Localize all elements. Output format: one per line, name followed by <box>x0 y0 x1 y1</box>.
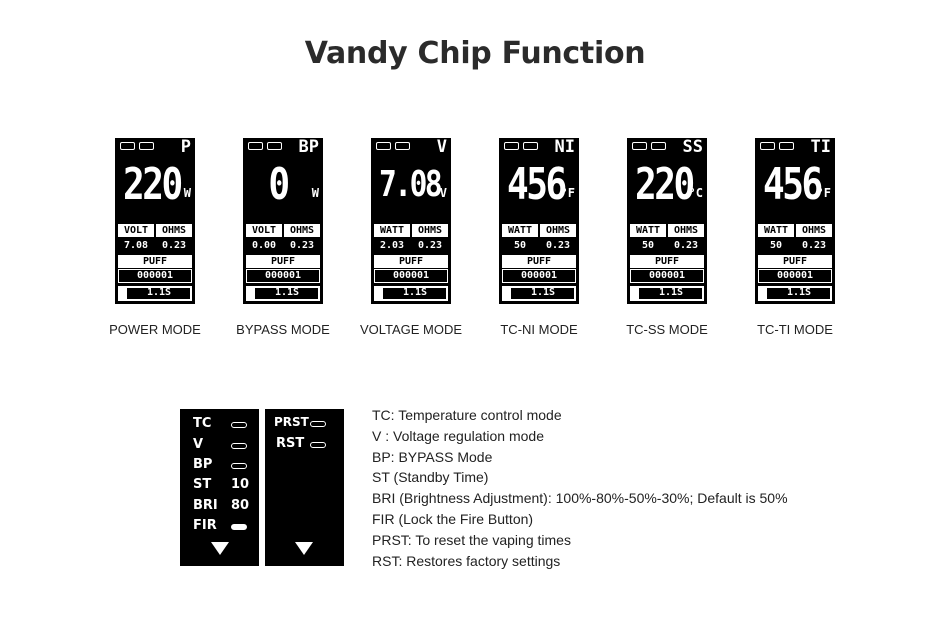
battery-icon <box>504 142 519 150</box>
secondary-value: 7.08 <box>123 240 149 251</box>
standby-time-value: 10 <box>231 477 250 492</box>
puff-count: 000001 <box>118 269 192 283</box>
secondary-value: 0.00 <box>251 240 277 251</box>
battery-icon <box>267 142 282 150</box>
unit-label: °C <box>688 186 703 200</box>
ohms-label: OHMS <box>412 224 448 237</box>
menu-item-v[interactable]: V <box>193 437 204 452</box>
toggle-icon[interactable] <box>231 524 247 530</box>
secondary-value: 50 <box>769 240 783 251</box>
ohms-value: 0.23 <box>161 240 187 251</box>
puff-time-bar <box>118 286 192 301</box>
puff-label: PUFF <box>758 255 832 268</box>
battery-icon <box>651 142 666 150</box>
toggle-icon[interactable] <box>231 443 247 449</box>
legend <box>372 405 788 571</box>
settings-menu <box>180 409 259 566</box>
battery-icon <box>395 142 410 150</box>
main-value: 220 <box>634 159 693 210</box>
mode-caption: VOLTAGE MODE <box>359 322 463 337</box>
ohms-value: 0.23 <box>801 240 827 251</box>
unit-label: W <box>311 186 319 200</box>
mode-caption: TC-SS MODE <box>626 322 708 337</box>
unit-label: V <box>439 186 447 200</box>
battery-icon <box>139 142 154 150</box>
ohms-label: OHMS <box>668 224 704 237</box>
toggle-icon[interactable] <box>231 422 247 428</box>
secondary-label: VOLT <box>246 224 282 237</box>
mode-indicator: TI <box>810 137 831 157</box>
ohms-value: 0.23 <box>289 240 315 251</box>
battery-icon <box>760 142 775 150</box>
mode-indicator: BP <box>298 137 319 157</box>
mode-caption: TC-NI MODE <box>500 322 578 337</box>
ohms-value: 0.23 <box>673 240 699 251</box>
mode-caption: POWER MODE <box>109 322 201 337</box>
bypass-mode-screen <box>243 138 323 304</box>
main-value: 456 <box>506 159 565 210</box>
main-value: 7.08 <box>378 164 441 205</box>
puff-time-bar <box>630 286 704 301</box>
menu-item-st[interactable]: ST <box>193 477 212 492</box>
menu-item-tc[interactable]: TC <box>193 416 212 431</box>
power-mode-screen <box>115 138 195 304</box>
main-value: 0 <box>268 159 288 210</box>
secondary-value: 50 <box>641 240 655 251</box>
voltage-mode-screen <box>371 138 451 304</box>
mode-indicator: V <box>436 137 447 157</box>
toggle-icon[interactable] <box>231 463 247 469</box>
secondary-label: VOLT <box>118 224 154 237</box>
legend-item: BP: BYPASS Mode <box>372 448 493 465</box>
menu-item-rst[interactable]: RST <box>276 436 305 451</box>
puff-time: 1.1S <box>274 287 300 298</box>
menu-item-bp[interactable]: BP <box>193 457 213 472</box>
puff-time-bar <box>758 286 832 301</box>
menu-item-fir[interactable]: FIR <box>193 518 217 533</box>
puff-count: 000001 <box>502 269 576 283</box>
battery-icon <box>248 142 263 150</box>
secondary-value: 50 <box>513 240 527 251</box>
mode-indicator: NI <box>554 137 575 157</box>
toggle-icon[interactable] <box>310 442 326 448</box>
puff-count: 000001 <box>758 269 832 283</box>
puff-count: 000001 <box>374 269 448 283</box>
ohms-label: OHMS <box>284 224 320 237</box>
secondary-value: 2.03 <box>379 240 405 251</box>
battery-icon <box>779 142 794 150</box>
puff-label: PUFF <box>502 255 576 268</box>
down-arrow-icon[interactable] <box>295 542 313 555</box>
menu-item-bri[interactable]: BRI <box>193 498 218 513</box>
secondary-label: WATT <box>758 224 794 237</box>
legend-item: FIR (Lock the Fire Button) <box>372 510 534 527</box>
unit-label: °F <box>816 186 831 200</box>
legend-item: RST: Restores factory settings <box>372 552 561 569</box>
secondary-label: WATT <box>374 224 410 237</box>
legend-item: ST (Standby Time) <box>372 469 489 486</box>
mode-indicator: SS <box>682 137 703 157</box>
battery-icon <box>120 142 135 150</box>
tc-ss-mode-screen <box>627 138 707 304</box>
mode-indicator: P <box>180 137 191 157</box>
puff-label: PUFF <box>374 255 448 268</box>
puff-time: 1.1S <box>530 287 556 298</box>
reset-menu <box>265 409 344 566</box>
puff-time-bar <box>246 286 320 301</box>
legend-item: V : Voltage regulation mode <box>372 427 545 444</box>
ohms-value: 0.23 <box>417 240 443 251</box>
puff-time: 1.1S <box>658 287 684 298</box>
puff-count: 000001 <box>630 269 704 283</box>
tc-ni-mode-screen <box>499 138 579 304</box>
mode-caption: BYPASS MODE <box>236 322 330 337</box>
ohms-label: OHMS <box>796 224 832 237</box>
puff-time-bar <box>502 286 576 301</box>
puff-time: 1.1S <box>402 287 428 298</box>
legend-item: BRI (Brightness Adjustment): 100%-80%-50%-30%; Default is 50% <box>372 490 788 507</box>
legend-item: PRST: To reset the vaping times <box>372 531 571 548</box>
puff-label: PUFF <box>246 255 320 268</box>
secondary-label: WATT <box>502 224 538 237</box>
menu-item-prst[interactable]: PRST <box>274 415 309 429</box>
mode-caption: TC-TI MODE <box>757 322 833 337</box>
puff-time-bar <box>374 286 448 301</box>
battery-icon <box>632 142 647 150</box>
down-arrow-icon[interactable] <box>211 542 229 555</box>
battery-icon <box>376 142 391 150</box>
unit-label: W <box>183 186 191 200</box>
puff-time: 1.1S <box>786 287 812 298</box>
main-value: 220 <box>122 159 181 210</box>
brightness-value: 80 <box>231 498 250 513</box>
legend-item: TC: Temperature control mode <box>372 407 562 423</box>
puff-label: PUFF <box>630 255 704 268</box>
ohms-label: OHMS <box>156 224 192 237</box>
main-value: 456 <box>762 159 821 210</box>
tc-ti-mode-screen <box>755 138 835 304</box>
ohms-label: OHMS <box>540 224 576 237</box>
ohms-value: 0.23 <box>545 240 571 251</box>
puff-count: 000001 <box>246 269 320 283</box>
battery-icon <box>523 142 538 150</box>
toggle-icon[interactable] <box>310 421 326 427</box>
page-title: Vandy Chip Function <box>304 36 646 71</box>
secondary-label: WATT <box>630 224 666 237</box>
puff-label: PUFF <box>118 255 192 268</box>
unit-label: °F <box>560 186 575 200</box>
puff-time: 1.1S <box>146 287 172 298</box>
